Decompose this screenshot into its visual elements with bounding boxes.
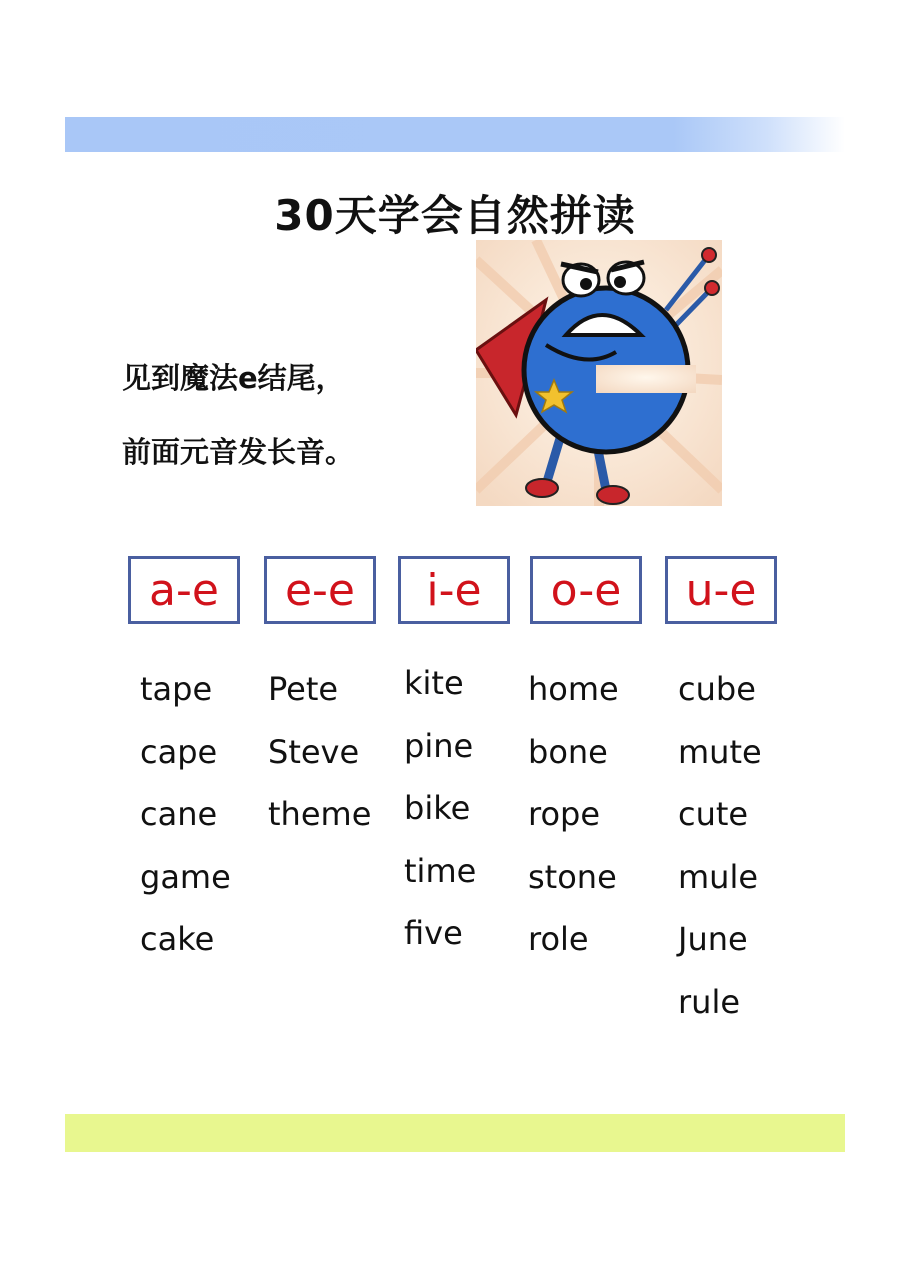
word-item: Steve xyxy=(268,732,360,771)
pattern-box-u-e: u-e xyxy=(665,556,777,624)
word-item: rope xyxy=(528,795,601,833)
pattern-box-a-e: a-e xyxy=(128,556,240,624)
word-item: theme xyxy=(268,795,372,833)
word-list-o-e xyxy=(528,664,668,977)
word-list-i-e xyxy=(404,658,544,971)
word-item: five xyxy=(404,914,463,952)
word-list-u-e xyxy=(678,664,818,1039)
pattern-box-o-e: o-e xyxy=(530,556,642,624)
word-item: bone xyxy=(528,732,608,771)
word-item: rule xyxy=(678,982,741,1021)
word-item: cape xyxy=(140,732,218,771)
word-item: pine xyxy=(404,726,474,765)
word-item: role xyxy=(528,920,589,958)
word-item: mule xyxy=(678,857,759,896)
bottom-decor-band xyxy=(65,1114,845,1152)
word-item: cube xyxy=(678,670,756,708)
word-item: Pete xyxy=(268,670,339,708)
word-item: mute xyxy=(678,732,762,771)
top-decor-band xyxy=(65,117,845,152)
word-item: home xyxy=(528,670,619,708)
word-item: tape xyxy=(140,670,213,708)
word-item: stone xyxy=(528,857,617,896)
word-list-a-e xyxy=(140,664,280,977)
word-list-e-e xyxy=(268,664,408,852)
word-item: game xyxy=(140,857,231,896)
word-item: cute xyxy=(678,795,749,833)
rule-line-2: 前面元音发长音。 xyxy=(122,435,355,469)
word-item: June xyxy=(678,920,748,958)
word-item: cane xyxy=(140,795,218,833)
word-item: time xyxy=(404,851,477,890)
pattern-box-e-e: e-e xyxy=(264,556,376,624)
pattern-box-i-e: i-e xyxy=(398,556,510,624)
word-item: kite xyxy=(404,664,464,702)
word-item: cake xyxy=(140,920,215,958)
word-item: bike xyxy=(404,789,471,827)
page-title: 30天学会自然拼读 xyxy=(274,191,636,240)
rule-line-1: 见到魔法e结尾， xyxy=(122,361,345,395)
magic-e-mascot-image xyxy=(476,240,722,506)
